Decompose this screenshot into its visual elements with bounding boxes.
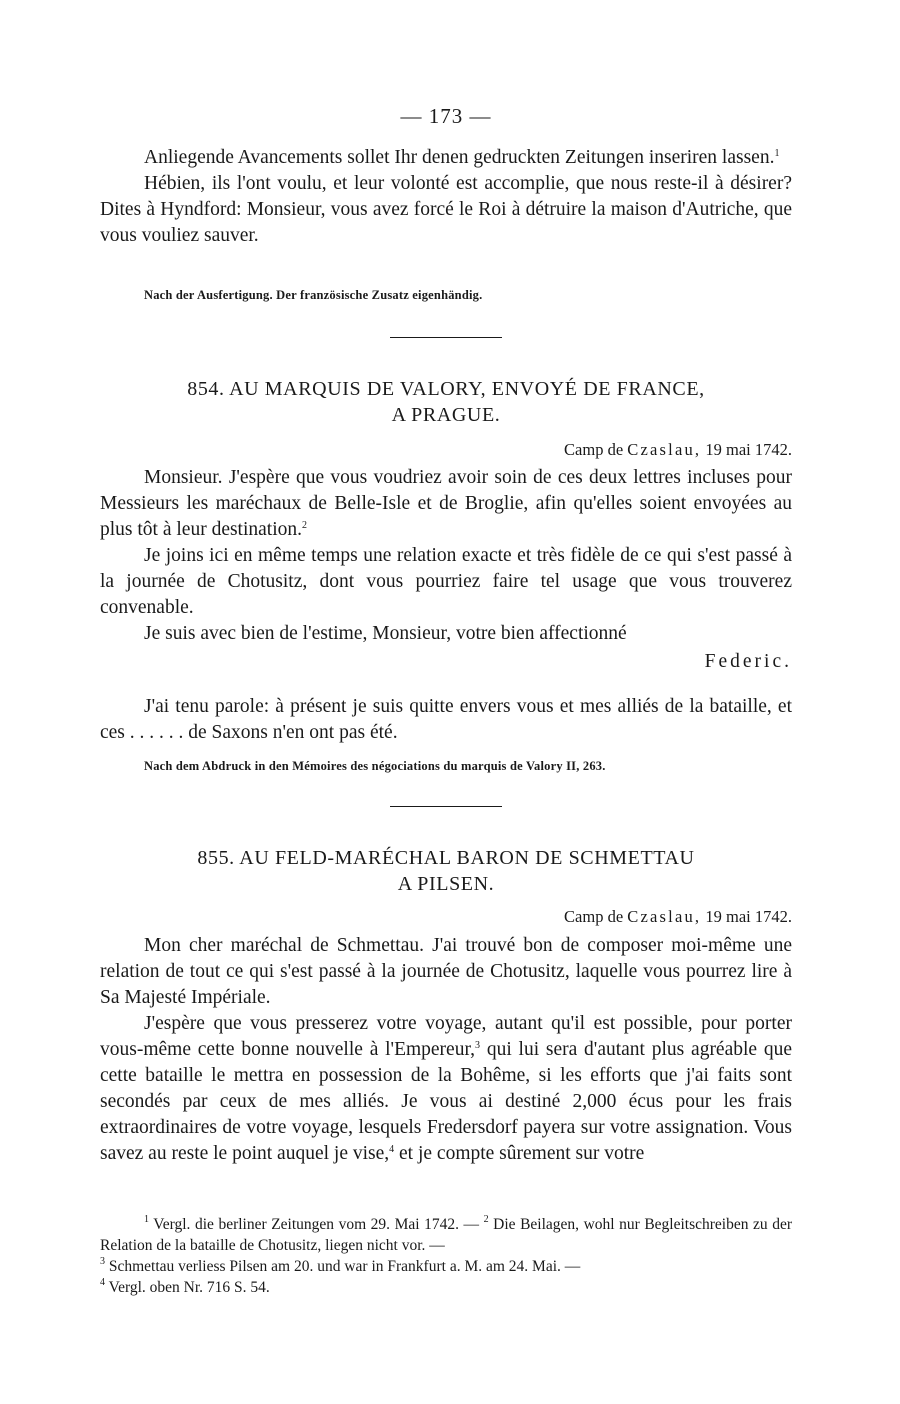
letter-854-paragraph-1-text: Monsieur. J'espère que vous voudriez avoir soin de ces deux lettres incluses pour Messieurs les maréchaux de Belle-Isle et de Broglie, afin qu'elles soient envoyées au plus tôt à leur destination.	[100, 467, 792, 540]
letter-855-heading-line-1: 855. AU FELD-MARÉCHAL BARON DE SCHMETTAU	[197, 847, 695, 869]
footnote-ref-1: 1	[774, 148, 780, 159]
letter-854-heading	[100, 376, 792, 428]
footnote-ref-3: 3	[475, 1040, 481, 1051]
letter-854-body	[100, 465, 792, 647]
letter-855-paragraph-2	[100, 1011, 792, 1167]
page-number: — 173 —	[400, 104, 492, 128]
letter-854-heading-line-2: A PRAGUE.	[391, 404, 501, 426]
footnote-mark-3: 3	[100, 1256, 105, 1267]
dateline-prefix: Camp de	[564, 440, 624, 459]
letter-855-heading-line-2: A PILSEN.	[397, 873, 495, 895]
dateline-date: 19 mai 1742.	[705, 440, 792, 459]
footnote-mark-2: 2	[483, 1214, 489, 1225]
intro-section	[100, 145, 792, 249]
letter-854-postscript	[100, 694, 792, 746]
section-divider-2	[100, 806, 792, 807]
footnote-ref-4: 4	[389, 1144, 395, 1155]
letter-855-paragraph-2-text-b: qui lui sera d'autant plus agréable que cette bataille le mettra en possession de la Bohême, si les efforts que j'ai faits sont secondés par ceux de mes alliés. Je vous ai destiné 2,000 écus pour les frais extraordinaires de votre voyage, lesquels Fredersdorf payera sur votre assignation. Vous savez au reste le point auquel je vise,	[100, 1039, 793, 1164]
divider-rule	[390, 806, 502, 807]
letter-854-dateline	[100, 440, 818, 460]
dateline-place: Czaslau,	[627, 907, 702, 926]
intro-source-note: Nach der Ausfertigung. Der französische Zusatz eigenhändig.	[144, 288, 483, 302]
footnote-1: Vergl. die berliner Zeitungen vom 29. Mai 1742. —	[149, 1216, 484, 1233]
letter-854-paragraph-1	[100, 465, 792, 543]
section-divider-1	[100, 337, 792, 338]
footnotes	[100, 1214, 792, 1298]
letter-854-paragraph-3: Je suis avec bien de l'estime, Monsieur, votre bien affectionné	[144, 623, 627, 644]
dateline-place: Czaslau,	[627, 440, 702, 459]
letter-854-paragraph-4: J'ai tenu parole: à présent je suis quitte envers vous et mes alliés de la bataille, et ces . . . . . . de Saxons n'en ont pas été.	[100, 696, 792, 743]
footnote-3-line	[100, 1256, 792, 1277]
letter-855-heading	[100, 845, 792, 897]
letter-854-heading-line-1: 854. AU MARQUIS DE VALORY, ENVOYÉ DE FRANCE,	[187, 378, 705, 400]
divider-rule	[390, 337, 502, 338]
footnote-mark-1: 1	[144, 1214, 149, 1225]
dateline-date: 19 mai 1742.	[705, 907, 792, 926]
footnote-4: Vergl. oben Nr. 716 S. 54.	[105, 1279, 270, 1296]
letter-854-signature: Federic.	[704, 651, 792, 672]
letter-855-paragraph-1: Mon cher maréchal de Schmettau. J'ai trouvé bon de composer moi-même une relation de tout ce qui s'est passé à la journée de Chotusitz, laquelle vous pourrez lire à Sa Majesté Impériale.	[100, 935, 792, 1008]
footnote-mark-4: 4	[100, 1277, 105, 1288]
footnote-4-line	[100, 1277, 792, 1298]
footnote-3: Schmettau verliess Pilsen am 20. und war in Frankfurt a. M. am 24. Mai. —	[105, 1258, 581, 1275]
letter-855-body	[100, 933, 792, 1167]
intro-paragraph-1-text: Anliegende Avancements sollet Ihr denen gedruckten Zeitungen inseriren lassen.	[144, 147, 775, 168]
footnote-2: Die Beilagen, wohl nur Begleitschreiben zu der Relation de la bataille de Chotusitz, liegen nicht vor. —	[100, 1216, 792, 1254]
footnote-block	[100, 1214, 792, 1256]
letter-855-dateline	[100, 907, 818, 927]
letter-855-paragraph-2-text-a: J'espère que vous presserez votre voyage, autant qu'il est possible, pour porter vous-même cette bonne nouvelle à l'Empereur,	[100, 1013, 792, 1060]
letter-854-paragraph-2: Je joins ici en même temps une relation exacte et très fidèle de ce qui s'est passé à la journée de Chotusitz, dont vous pourriez faire tel usage que vous trouverez convenable.	[100, 545, 792, 618]
intro-paragraph-1	[100, 145, 792, 171]
footnote-ref-2: 2	[302, 520, 308, 531]
dateline-prefix: Camp de	[564, 907, 624, 926]
intro-paragraph-2: Hébien, ils l'ont voulu, et leur volonté est accomplie, que nous reste-il à désirer? Dites à Hyndford: Monsieur, vous avez forcé le Roi à détruire la maison d'Autriche, que vous vouliez sauver.	[100, 173, 792, 246]
letter-855-paragraph-2-text-c: et je compte sûrement sur votre	[394, 1143, 645, 1164]
letter-854-source-note: Nach dem Abdruck in den Mémoires des négociations du marquis de Valory II, 263.	[144, 759, 606, 773]
